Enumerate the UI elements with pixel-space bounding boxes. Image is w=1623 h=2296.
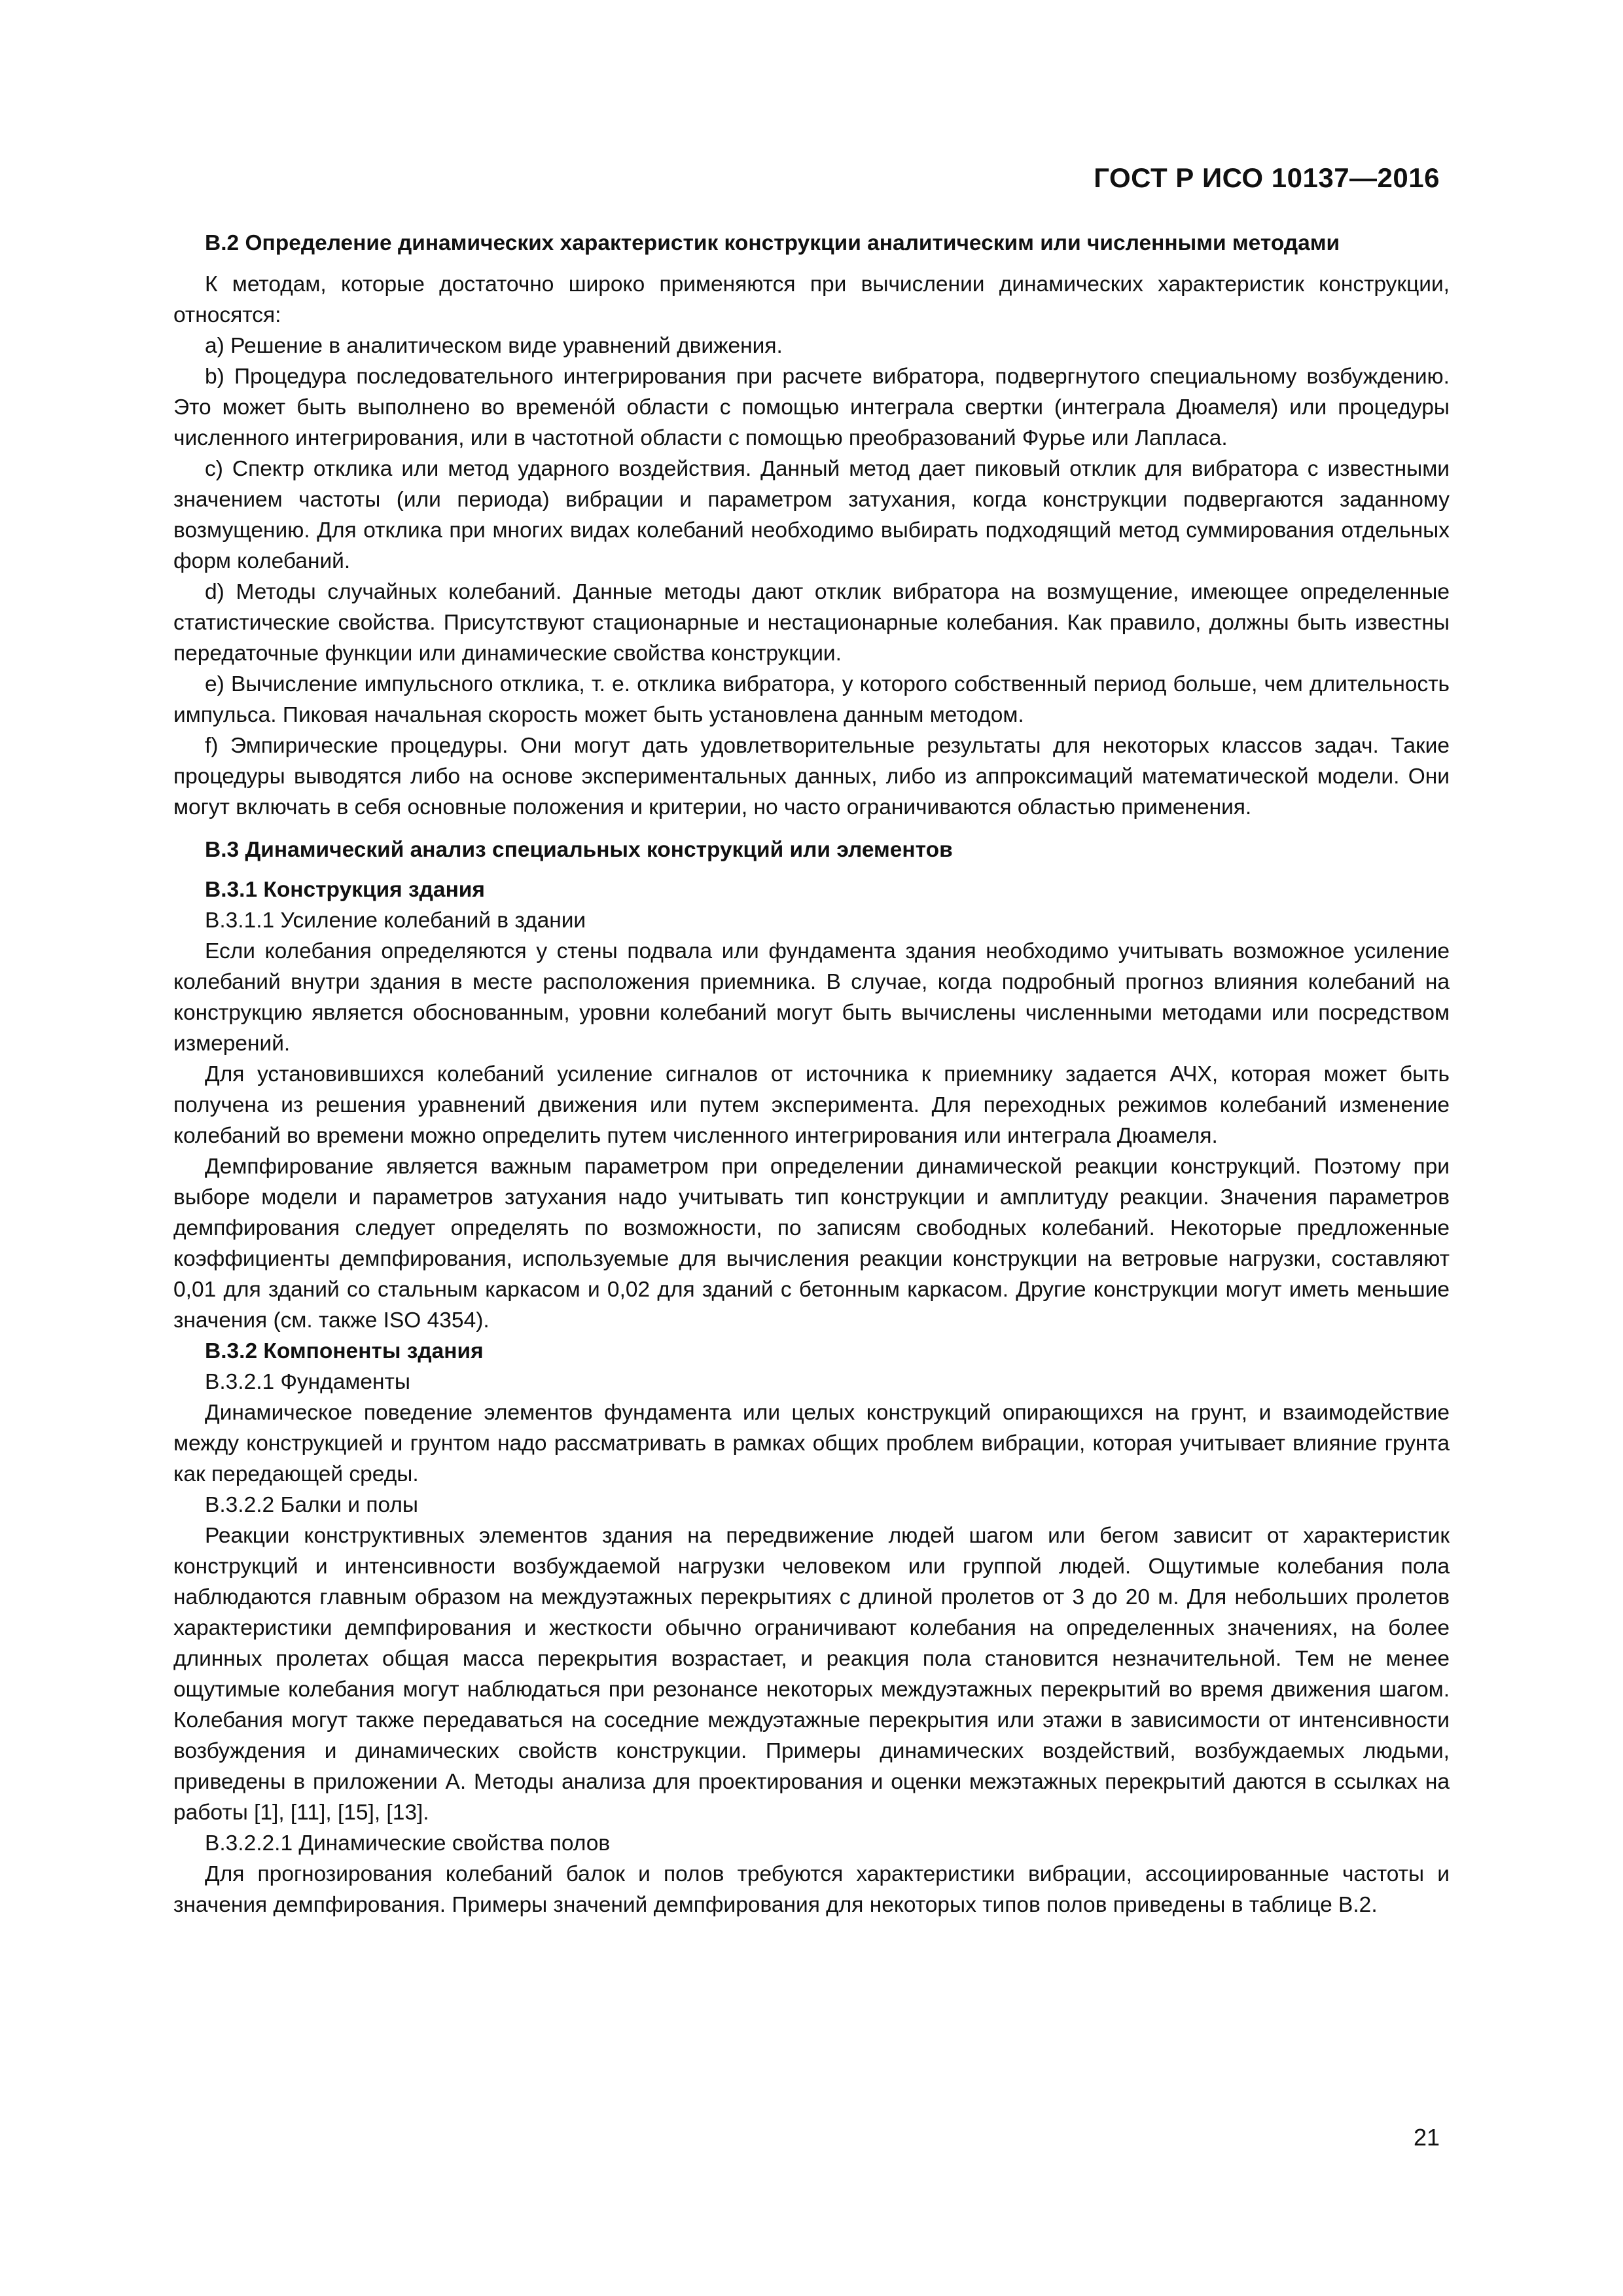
list-item-c: с) Спектр отклика или метод ударного воздействия. Данный метод дает пиковый отклик для вибратора с известными значением частоты (или периода) вибрации и параметром затухания, когда конструкции подвергаются заданному возмущению. Для отклика при многих видах колебаний необходимо выбирать подходящий метод суммирования отдельных форм колебаний.	[173, 457, 1450, 573]
list-item-e: е) Вычисление импульсного отклика, т. е. отклика вибратора, у которого собственный период больше, чем длительность импульса. Пиковая начальная скорость может быть установлена данным методом.	[173, 672, 1450, 727]
b322-paragraph: Реакции конструктивных элементов здания на передвижение людей шагом или бегом зависит от характеристик конструкций и интенсивности возбуждаемой нагрузки человеком или группой людей. Ощутимые колебания пола наблюдаются главным образом на междуэтажных перекрытиях с длиной пролетов от 3 до 20 м. Для небольших пролетов характеристики демпфирования и жесткости обычно ограничивают колебания на определенных значениях, на более длинных пролетах общая масса перекрытия возрастает, и реакция пола становится незначительной. Тем не менее ощутимые колебания могут наблюдаться при резонансе некоторых междуэтажных перекрытий во время движения шагом. Колебания могут также передаваться на соседние междуэтажные перекрытия или этажи в зависимости от интенсивности возбуждения и динамических свойств конструкции. Примеры динамических воздействий, возбуждаемых людьми, приведены в приложении А. Методы анализа для проектирования и оценки межэтажных перекрытий даются в ссылках на работы [1], [11], [15], [13].	[173, 1524, 1450, 1825]
b3221-paragraph: Для прогнозирования колебаний балок и полов требуются характеристики вибрации, ассоциированные частоты и значения демпфирования. Примеры значений демпфирования для некоторых типов полов приведены в таблице В.2.	[173, 1862, 1450, 1917]
b311-paragraph-2: Для установившихся колебаний усиление сигналов от источника к приемнику задается АЧХ, которая может быть получена из решения уравнений движения или путем эксперимента. Для переходных режимов колебаний изменение колебаний во времени можно определить путем численного интегрирования или интеграла Дюамеля.	[173, 1062, 1450, 1148]
section-b32-heading: B.3.2 Компоненты здания	[205, 1339, 484, 1363]
section-b322-heading: B.3.2.2 Балки и полы	[205, 1493, 418, 1517]
section-b311-heading: B.3.1.1 Усиление колебаний в здании	[205, 908, 586, 933]
section-b31-heading: B.3.1 Конструкция здания	[205, 878, 485, 902]
list-item-a: а) Решение в аналитическом виде уравнений движения.	[205, 334, 783, 358]
section-b3221-heading: B.3.2.2.1 Динамические свойства полов	[205, 1831, 611, 1856]
b321-paragraph: Динамическое поведение элементов фундамента или целых конструкций опирающихся на грунт, и взаимодействие между конструкцией и грунтом надо рассматривать в рамках общих проблем вибрации, которая учитывает влияние грунта как передающей среды.	[173, 1401, 1450, 1486]
section-b2-heading: B.2 Определение динамических характеристик конструкции аналитическим или численными методами	[205, 231, 1340, 255]
list-item-b: b) Процедура последовательного интегрирования при расчете вибратора, подвергнутого специальному возбуждению. Это может быть выполнено во времено́й области с помощью интеграла свертки (интеграла Дюамеля) или процедуры численного интегрирования, или в частотной области с помощью преобразований Фурье или Лапласа.	[173, 365, 1450, 450]
page-content	[173, 228, 1450, 1920]
b311-paragraph-1: Если колебания определяются у стены подвала или фундамента здания необходимо учитывать возможное усиление колебаний внутри здания в месте расположения приемника. В случае, когда подробный прогноз влияния колебаний на конструкцию является обоснованным, уровни колебаний могут быть вычислены численными методами или посредством измерений.	[173, 939, 1450, 1056]
section-b321-heading: B.3.2.1 Фундаменты	[205, 1370, 410, 1394]
list-item-d: d) Методы случайных колебаний. Данные методы дают отклик вибратора на возмущение, имеющее определенные статистические свойства. Присутствуют стационарные и нестационарные колебания. Как правило, должны быть известны передаточные функции или динамические свойства конструкции.	[173, 580, 1450, 666]
b311-paragraph-3: Демпфирование является важным параметром при определении динамической реакции конструкций. Поэтому при выборе модели и параметров затухания надо учитывать тип конструкции и амплитуду реакции. Значения параметров демпфирования следует определять по возможности, по записям свободных колебаний. Некоторые предложенные коэффициенты демпфирования, используемые для вычисления реакции конструкции на ветровые нагрузки, составляют 0,01 для зданий со стальным каркасом и 0,02 для зданий с бетонным каркасом. Другие конструкции могут иметь меньшие значения (см. также ISO 4354).	[173, 1155, 1450, 1333]
page-number: 21	[1413, 2124, 1440, 2151]
section-b2-intro: К методам, которые достаточно широко применяются при вычислении динамических характеристик конструкции, относятся:	[173, 272, 1450, 327]
section-b3-heading: B.3 Динамический анализ специальных конструкций или элементов	[205, 838, 953, 862]
list-item-f: f) Эмпирические процедуры. Они могут дать удовлетворительные результаты для некоторых классов задач. Такие процедуры выводятся либо на основе экспериментальных данных, либо из аппроксимаций математической модели. Они могут включать в себя основные положения и критерии, но часто ограничиваются областью применения.	[173, 734, 1450, 819]
standard-header: ГОСТ Р ИСО 10137—2016	[1094, 162, 1440, 193]
